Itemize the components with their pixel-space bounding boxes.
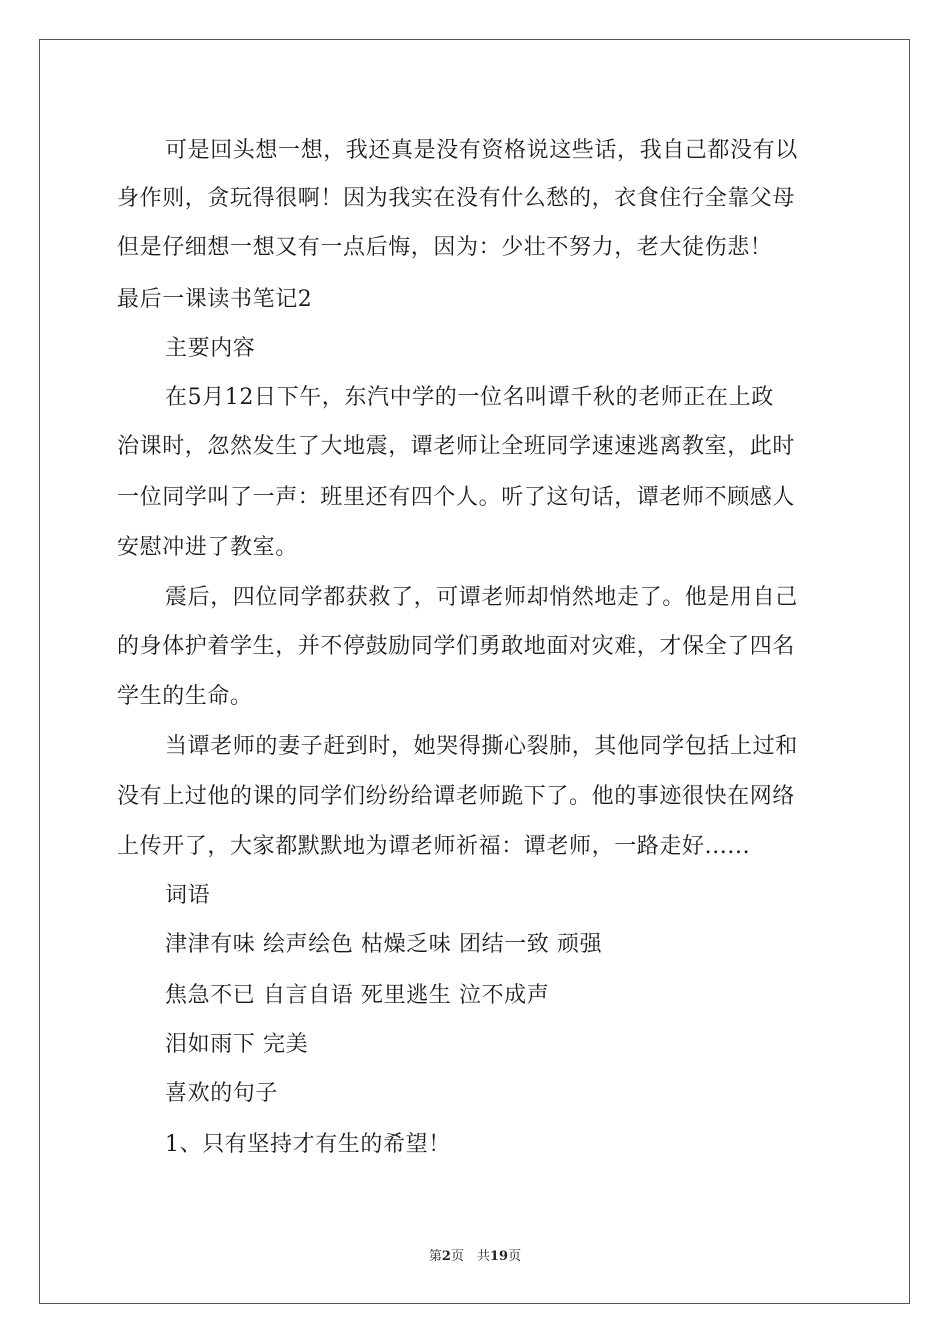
subheading: 主要内容 [165, 336, 256, 361]
subheading: 词语 [165, 883, 211, 908]
paragraph-line: 震后，四位同学都获救了，可谭老师却悄然地走了。他是用自己 [165, 585, 798, 610]
paragraph-line: 身作则，贪玩得很啊！因为我实在没有什么愁的，衣食住行全靠父母 [117, 186, 796, 211]
sentence-item: 1、只有坚持才有生的希望！ [165, 1132, 451, 1157]
page-border [39, 39, 910, 1304]
subheading: 喜欢的句子 [165, 1081, 279, 1106]
paragraph-line: 在5月12日下午，东汽中学的一位名叫谭千秋的老师正在上政 [165, 385, 774, 410]
word-list-line: 焦急不已 自言自语 死里逃生 泣不成声 [165, 983, 550, 1008]
section-heading: 最后一课读书笔记2 [117, 287, 313, 312]
page-footer [0, 1248, 950, 1266]
footer-mid: 页 共 [450, 1249, 490, 1264]
current-page-number: 2 [441, 1249, 451, 1264]
word-list-line: 泪如雨下 完美 [165, 1032, 309, 1057]
total-page-number: 19 [489, 1249, 509, 1264]
paragraph-line: 但是仔细想一想又有一点后悔，因为：少壮不努力，老大徒伤悲！ [117, 235, 773, 260]
word-list-line: 津津有味 绘声绘色 枯燥乏味 团结一致 顽强 [165, 932, 603, 957]
paragraph-line: 安慰冲进了教室。 [117, 535, 298, 560]
paragraph-line: 没有上过他的课的同学们纷纷给谭老师跪下了。他的事迹很快在网络 [117, 784, 796, 809]
paragraph-line: 当谭老师的妻子赶到时，她哭得撕心裂肺，其他同学包括上过和 [165, 734, 798, 759]
paragraph-line: 可是回头想一想，我还真是没有资格说这些话，我自己都没有以 [165, 138, 798, 163]
paragraph-line: 学生的生命。 [117, 684, 253, 709]
paragraph-line: 治课时，忽然发生了大地震，谭老师让全班同学速速逃离教室，此时 [117, 434, 796, 459]
footer-prefix: 第 [428, 1249, 442, 1264]
paragraph-line: 一位同学叫了一声：班里还有四个人。听了这句话，谭老师不顾感人 [117, 485, 796, 510]
paragraph-line: 上传开了，大家都默默地为谭老师祈福：谭老师，一路走好...... [117, 834, 751, 859]
footer-suffix: 页 [508, 1249, 522, 1264]
paragraph-line: 的身体护着学生，并不停鼓励同学们勇敢地面对灾难，才保全了四名 [117, 634, 796, 659]
